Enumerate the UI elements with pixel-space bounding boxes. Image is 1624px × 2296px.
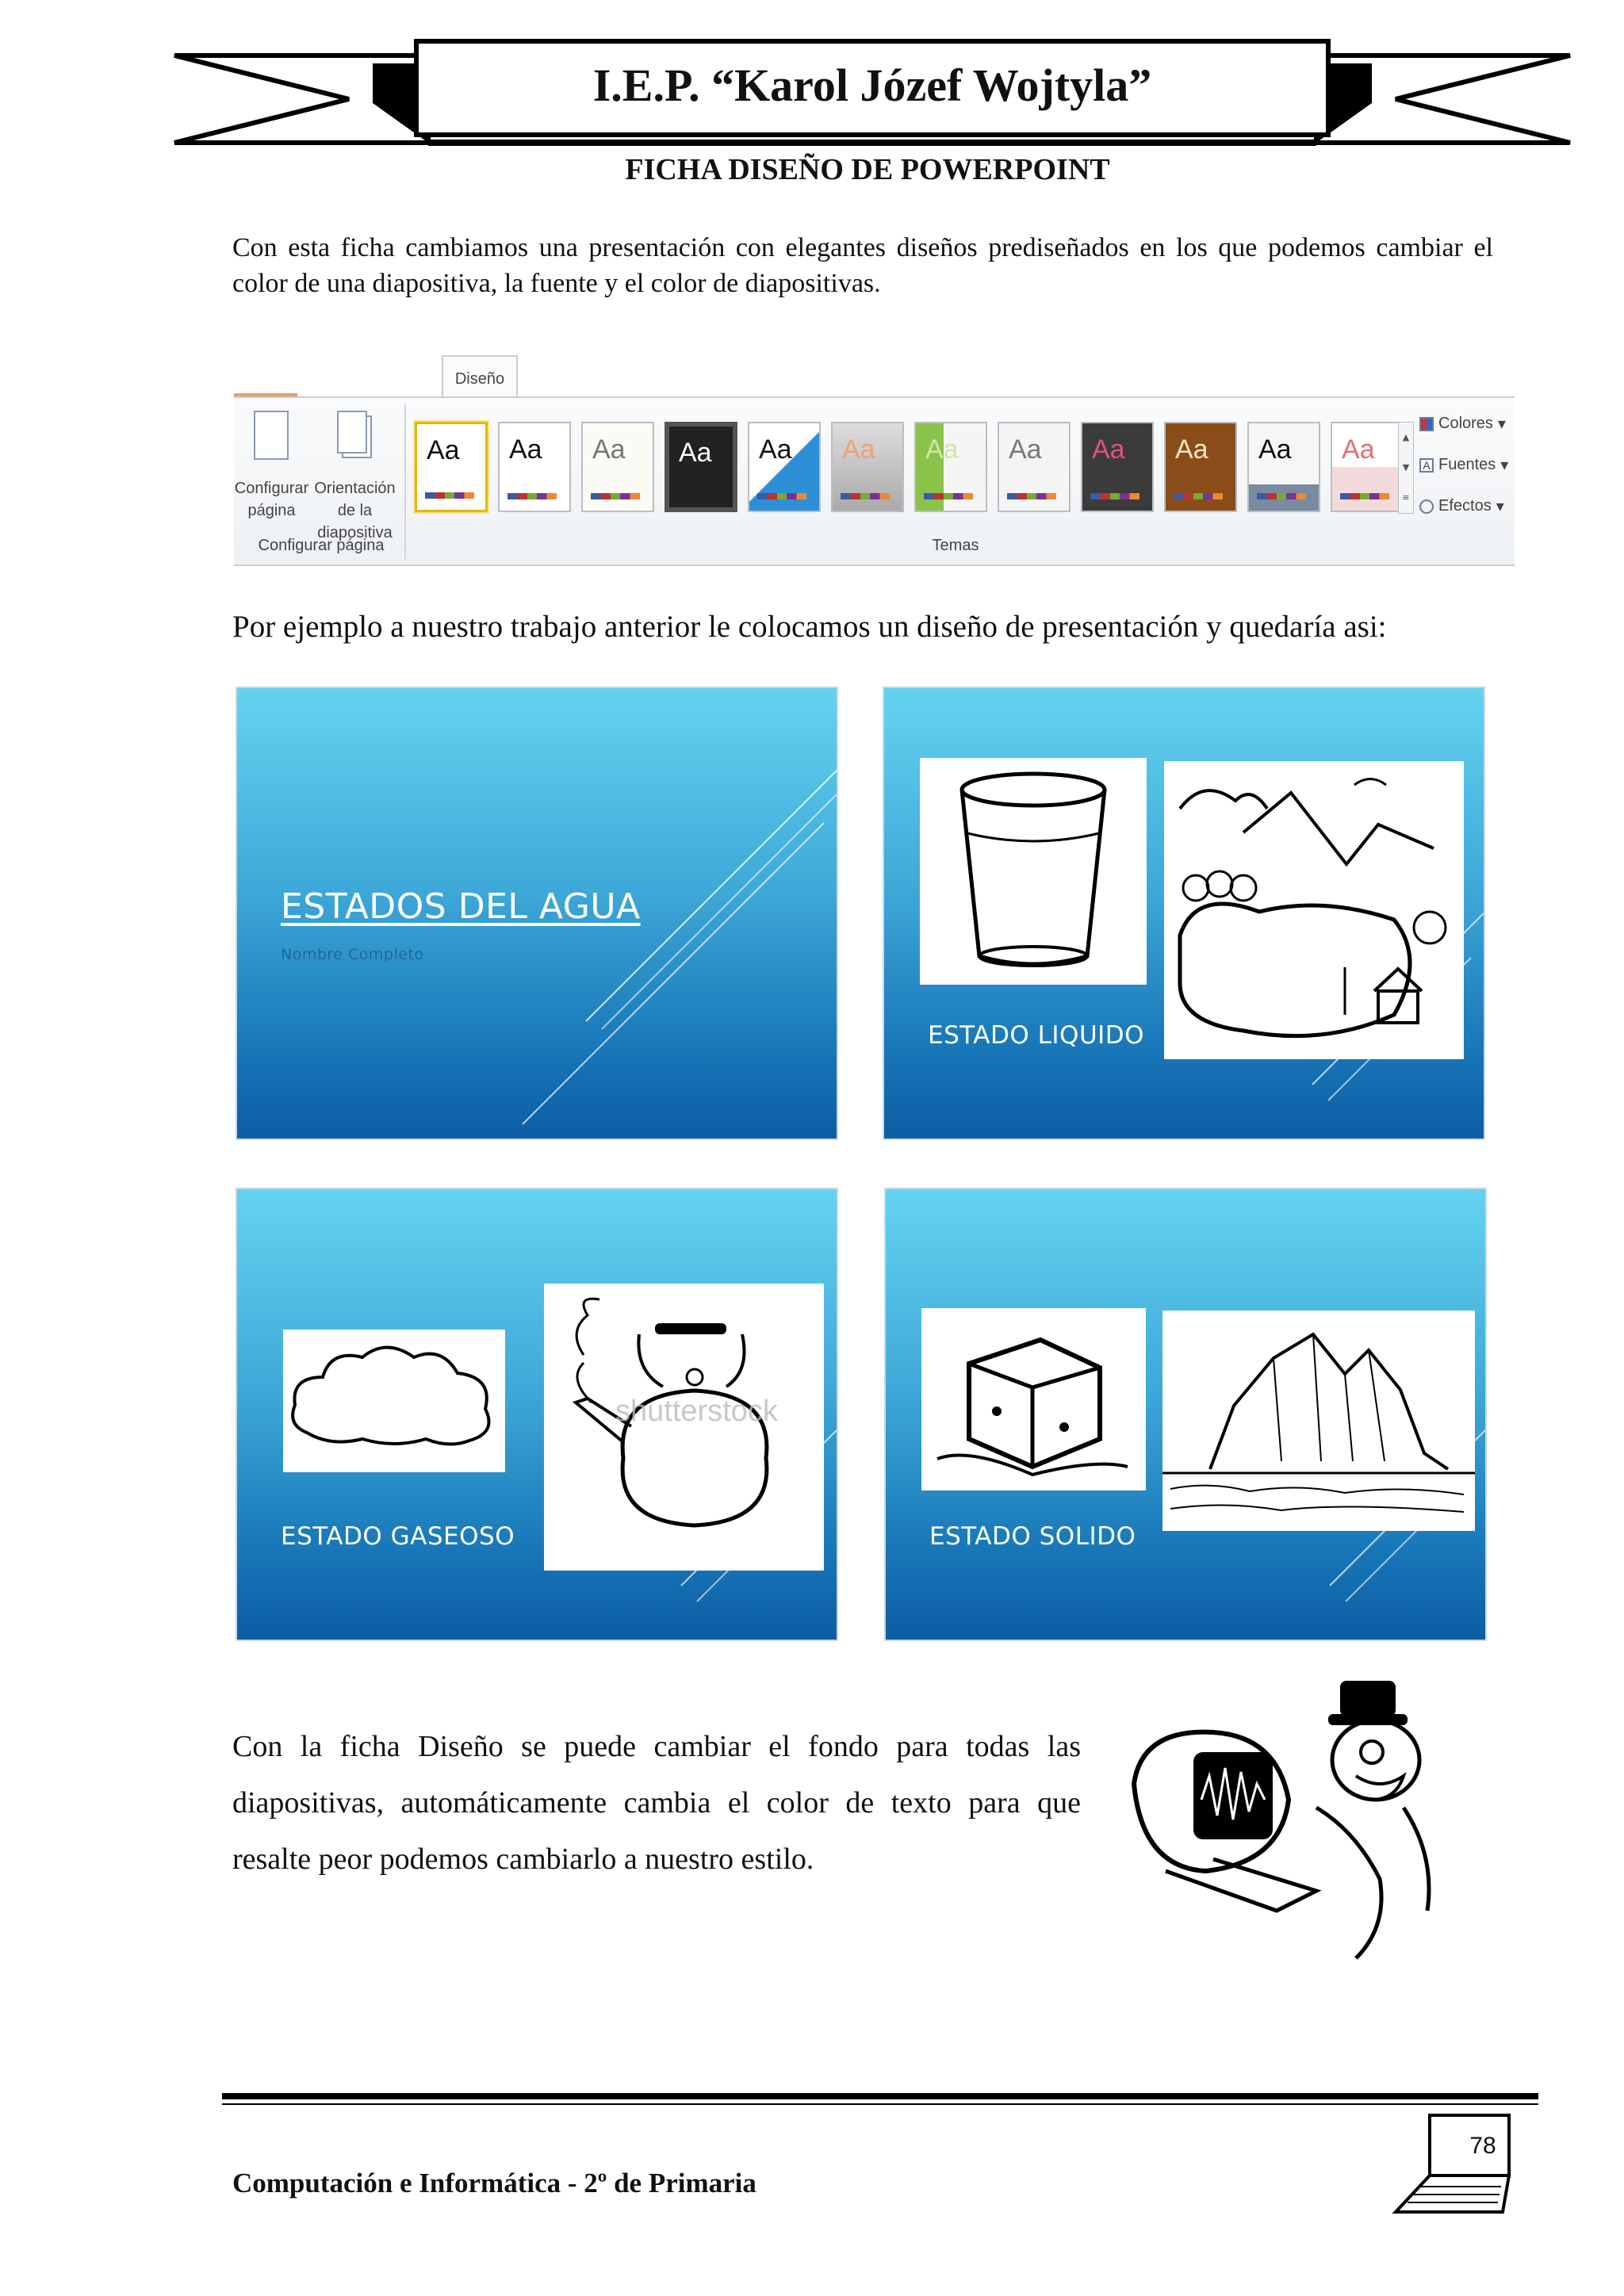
theme-thumbnail[interactable]: Aa	[498, 422, 571, 512]
footer-text: Computación e Informática - 2º de Primaria	[232, 2168, 756, 2198]
page-setup-button[interactable]: Configurar página	[234, 480, 309, 519]
sheet-title: FICHA DISEÑO DE POWERPOINT	[625, 153, 1110, 186]
slide-gas-label: ESTADO GASEOSO	[281, 1522, 515, 1551]
orientation-button[interactable]: Orientación de la diapositiva	[314, 480, 396, 541]
cloud-image	[283, 1330, 505, 1472]
theme-thumbnail[interactable]: Aa	[1331, 422, 1404, 512]
kettle-image	[544, 1284, 824, 1571]
theme-thumbnail[interactable]: Aa	[1247, 422, 1320, 512]
theme-thumbnail[interactable]: Aa	[748, 422, 821, 512]
theme-thumbnail[interactable]: Aa	[415, 422, 488, 512]
slide-subtitle-text: Nombre Completo	[281, 946, 424, 963]
watermark-text: shutterstock	[615, 1395, 778, 1428]
page-setup-icon[interactable]	[254, 411, 289, 460]
glass-image	[920, 758, 1147, 985]
effects-icon	[1419, 499, 1434, 514]
theme-thumbnail[interactable]: Aa	[665, 422, 737, 512]
slide-solid	[884, 1188, 1487, 1641]
page-number: 78	[1469, 2133, 1496, 2159]
colors-button[interactable]: Colores ▾	[1419, 414, 1506, 434]
theme-thumbnail[interactable]: Aa	[1164, 422, 1237, 512]
slide-title-text: ESTADOS DEL AGUA	[281, 886, 641, 927]
theme-thumbnail[interactable]: Aa	[998, 422, 1071, 512]
school-name: I.E.P. “Karol Józef Wojtyla”	[592, 59, 1152, 111]
fonts-button[interactable]: A Fuentes ▾	[1419, 455, 1508, 475]
example-paragraph: Por ejemplo a nuestro trabajo anterior le colocamos un diseño de presentación y quedaría asi:	[232, 610, 1387, 644]
iceberg-image	[1162, 1311, 1475, 1531]
slide-title	[236, 687, 838, 1140]
theme-thumbnail[interactable]: Aa	[914, 422, 987, 512]
footer-rule-thin	[222, 2103, 1538, 2105]
intro-paragraph: Con esta ficha cambiamos una presentación con elegantes diseños prediseñados en los que podemos cambiar el color de una diapositiva, la fuente y el color de diapositivas.	[232, 233, 1493, 298]
footer-rule	[222, 2093, 1538, 2099]
lake-landscape-image	[1164, 761, 1464, 1059]
effects-button[interactable]: Efectos ▾	[1419, 496, 1504, 516]
theme-thumbnail[interactable]: Aa	[1081, 422, 1154, 512]
colors-icon	[1419, 417, 1434, 431]
slide-liquid	[883, 687, 1485, 1140]
slide-solid-label: ESTADO SOLIDO	[929, 1522, 1136, 1551]
slide-liquid-label: ESTADO LIQUIDO	[928, 1021, 1145, 1050]
duck-computer-illustration	[1118, 1673, 1451, 1966]
orientation-icon[interactable]	[337, 411, 367, 453]
slide-gas	[236, 1188, 838, 1641]
ice-cube-image	[921, 1308, 1146, 1490]
themes-group-label: Temas	[932, 537, 979, 554]
fonts-icon: A	[1419, 458, 1434, 473]
design-ribbon	[234, 349, 1515, 564]
closing-paragraph: Con la ficha Diseño se puede cambiar el fondo para todas las diapositivas, automáticamente cambia el color de texto para que resalte peor podemos cambiarlo a nuestro estilo.	[232, 1730, 1081, 1876]
laptop-icon	[1392, 2109, 1519, 2220]
page-setup-group-label: Configurar página	[258, 537, 385, 554]
theme-thumbnail[interactable]: Aa	[831, 422, 904, 512]
theme-scroll-arrows[interactable]: ▲ ▼ ≡	[1398, 422, 1414, 514]
tab-diseno[interactable]: Diseño	[442, 355, 518, 401]
theme-thumbnail[interactable]: Aa	[581, 422, 654, 512]
